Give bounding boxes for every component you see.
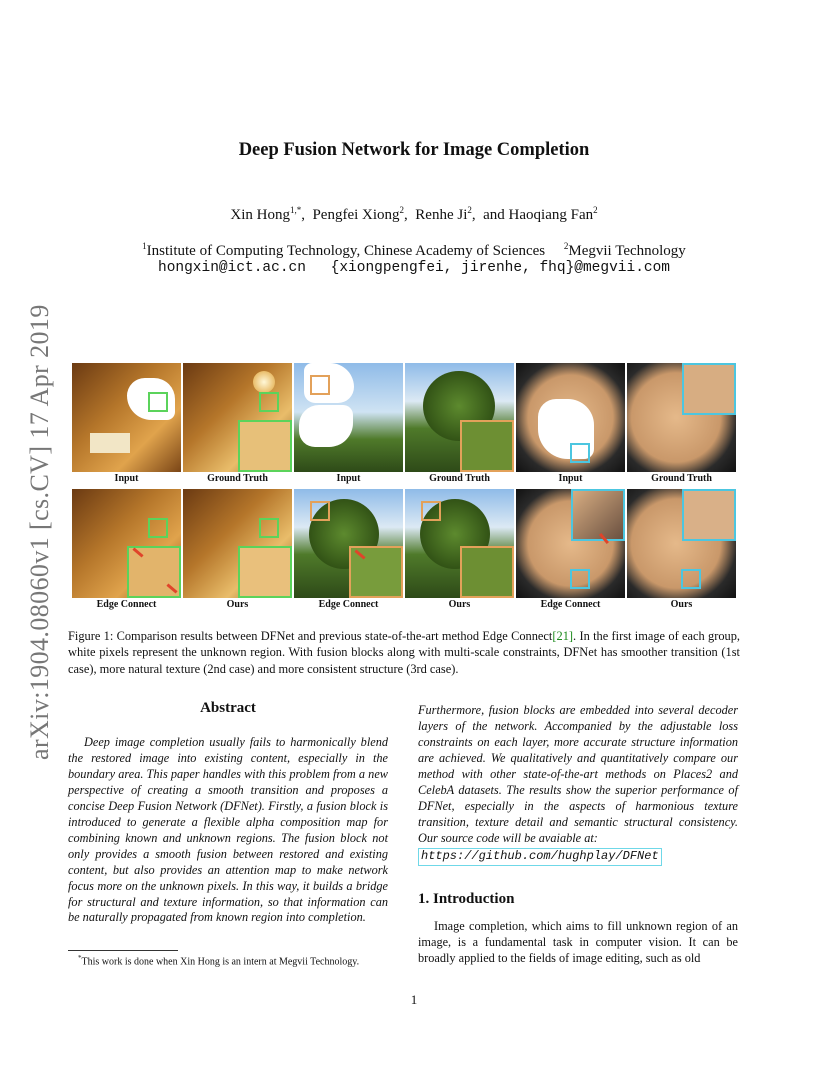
affil-sup: 2 (563, 241, 569, 251)
abstract-continuation (418, 703, 738, 866)
affil-name: Institute of Computing Technology, Chinese Academy of Sciences (146, 243, 546, 259)
zoom-inset (571, 489, 625, 541)
mask-region (299, 405, 353, 447)
figure-label: Input (558, 473, 583, 484)
figure-label: Edge Connect (96, 599, 157, 610)
abstract-paragraph: Deep image completion usually fails to harmonically blend the restored image into existing content, especially in the boundary area. This paper handles with this problem from a new perspective of creating a smooth transition and proposes a concise Deep Fusion Network (DFNet). Firstly, a fusion block is introduced to generate a flexible alpha composition map for combining known and unknown regions. The fusion block not only provides a smooth fusion between restored and existing content, but also provides an attention map to make network focus more on the unknown pixels. In this way, it builds a bridge for structural and texture information, so that information can be naturally propagated from known region into completion. (68, 735, 388, 925)
figure-image-gt-3 (627, 363, 736, 472)
page-number: 1 (410, 992, 418, 1007)
highlight-box (148, 392, 168, 412)
figure-label: Input (114, 473, 139, 484)
author-name: Renhe Ji (415, 207, 468, 223)
arxiv-stamp: arXiv:1904.08060v1 [cs.CV] 17 Apr 2019 (25, 304, 54, 760)
citation-link[interactable]: [21] (552, 629, 574, 643)
zoom-inset (682, 489, 736, 541)
footnote-mark: * (78, 954, 82, 962)
figure-image-ours-3 (627, 489, 736, 598)
caption-text: . In the first image of each group, white pixels represent the unknown region. With fusion blocks along with multi-scale constraints, DFNet has smoother transition (1st case), more natural texture (2nd case) and more consistent structure (3rd case). (68, 629, 741, 676)
figure-image-gt-2 (405, 363, 514, 472)
email-line (0, 260, 828, 276)
figure-label: Edge Connect (318, 599, 379, 610)
figure-label: Edge Connect (540, 599, 601, 610)
figure-image-input-2 (294, 363, 403, 472)
figure-image-gt-1 (183, 363, 292, 472)
email: {xiongpengfei, jirenhe, fhq}@megvii.com (330, 260, 670, 276)
figure-1 (72, 363, 736, 613)
section-heading: 1. Introduction (418, 891, 515, 907)
figure-image-edgeconnect-3 (516, 489, 625, 598)
abstract-paragraph: Furthermore, fusion blocks are embedded into several decoder layers of the network. Accompanied by the adjustable loss constraints on each layer, more accurate structure information are achieved. We qualitatively and quantitatively compare our method with other state-of-the-art methods on Places2 and CelebA datasets. The results show the superior performance of DFNet, especially in the aspects of harmonious texture transition, texture detail and semantic structural consistency. Our source code will be avaiable at: (418, 703, 738, 845)
highlight-box (259, 392, 279, 412)
footnote-rule (68, 950, 178, 951)
author-list: Xin Hong$^{1,*}$, Pengfei Xiong$^2$, Renhe Ji$^2$, and Haoqiang Fan$^2$ (230, 205, 598, 223)
highlight-box (148, 518, 168, 538)
caption-text: Figure 1: Comparison results between DFNet and previous state-of-the-art method Edge Connect (68, 629, 553, 643)
figure-label: Ground Truth (651, 473, 712, 484)
highlight-box (570, 569, 590, 589)
zoom-inset (460, 420, 514, 472)
author-sup: 2 (593, 205, 598, 215)
figure-label: Ours (670, 599, 693, 610)
figure-label: Input (336, 473, 361, 484)
abstract-body (68, 735, 388, 926)
figure-image-input-3 (516, 363, 625, 472)
figure-image-input-1 (72, 363, 181, 472)
figure-label: Ours (448, 599, 471, 610)
footnote (68, 954, 398, 967)
figure-label: Ground Truth (207, 473, 268, 484)
zoom-inset (238, 546, 292, 598)
intro-paragraph: Image completion, which aims to fill unknown region of an image, is a fundamental task in computer vision. It can be broadly applied to the fields of image editing, such as old (418, 919, 738, 965)
figure-image-edgeconnect-1 (72, 489, 181, 598)
figure-image-edgeconnect-2 (294, 489, 403, 598)
zoom-inset (682, 363, 736, 415)
figure-label: Ours (226, 599, 249, 610)
highlight-box (421, 501, 441, 521)
email: hongxin@ict.ac.cn (158, 260, 306, 276)
affil-sup: 1 (142, 241, 147, 251)
lamp-glow (253, 371, 275, 393)
highlight-box (259, 518, 279, 538)
bed-shape (90, 433, 130, 453)
figure-image-ours-1 (183, 489, 292, 598)
figure-image-ours-2 (405, 489, 514, 598)
author-name: and Haoqiang Fan (483, 207, 594, 223)
author-name: Pengfei Xiong (312, 207, 400, 223)
highlight-box (310, 375, 330, 395)
highlight-box (681, 569, 701, 589)
zoom-inset (238, 420, 292, 472)
author-sup: 2 (467, 205, 472, 215)
highlight-box (310, 501, 330, 521)
author-sup: 1,* (289, 205, 302, 215)
github-link[interactable]: https://github.com/hughplay/DFNet (418, 848, 662, 866)
introduction-body (418, 918, 738, 966)
figure-caption (68, 628, 740, 677)
affil-name: Megvii Technology (568, 243, 686, 259)
footnote-text: This work is done when Xin Hong is an intern at Megvii Technology. (81, 956, 360, 968)
author-sup: 2 (399, 205, 405, 215)
highlight-box (570, 443, 590, 463)
paper-title: Deep Fusion Network for Image Completion (238, 140, 590, 160)
figure-label: Ground Truth (429, 473, 490, 484)
affiliations (0, 241, 828, 260)
abstract-heading: Abstract (200, 700, 256, 716)
author-name: Xin Hong (230, 207, 290, 223)
zoom-inset (460, 546, 514, 598)
